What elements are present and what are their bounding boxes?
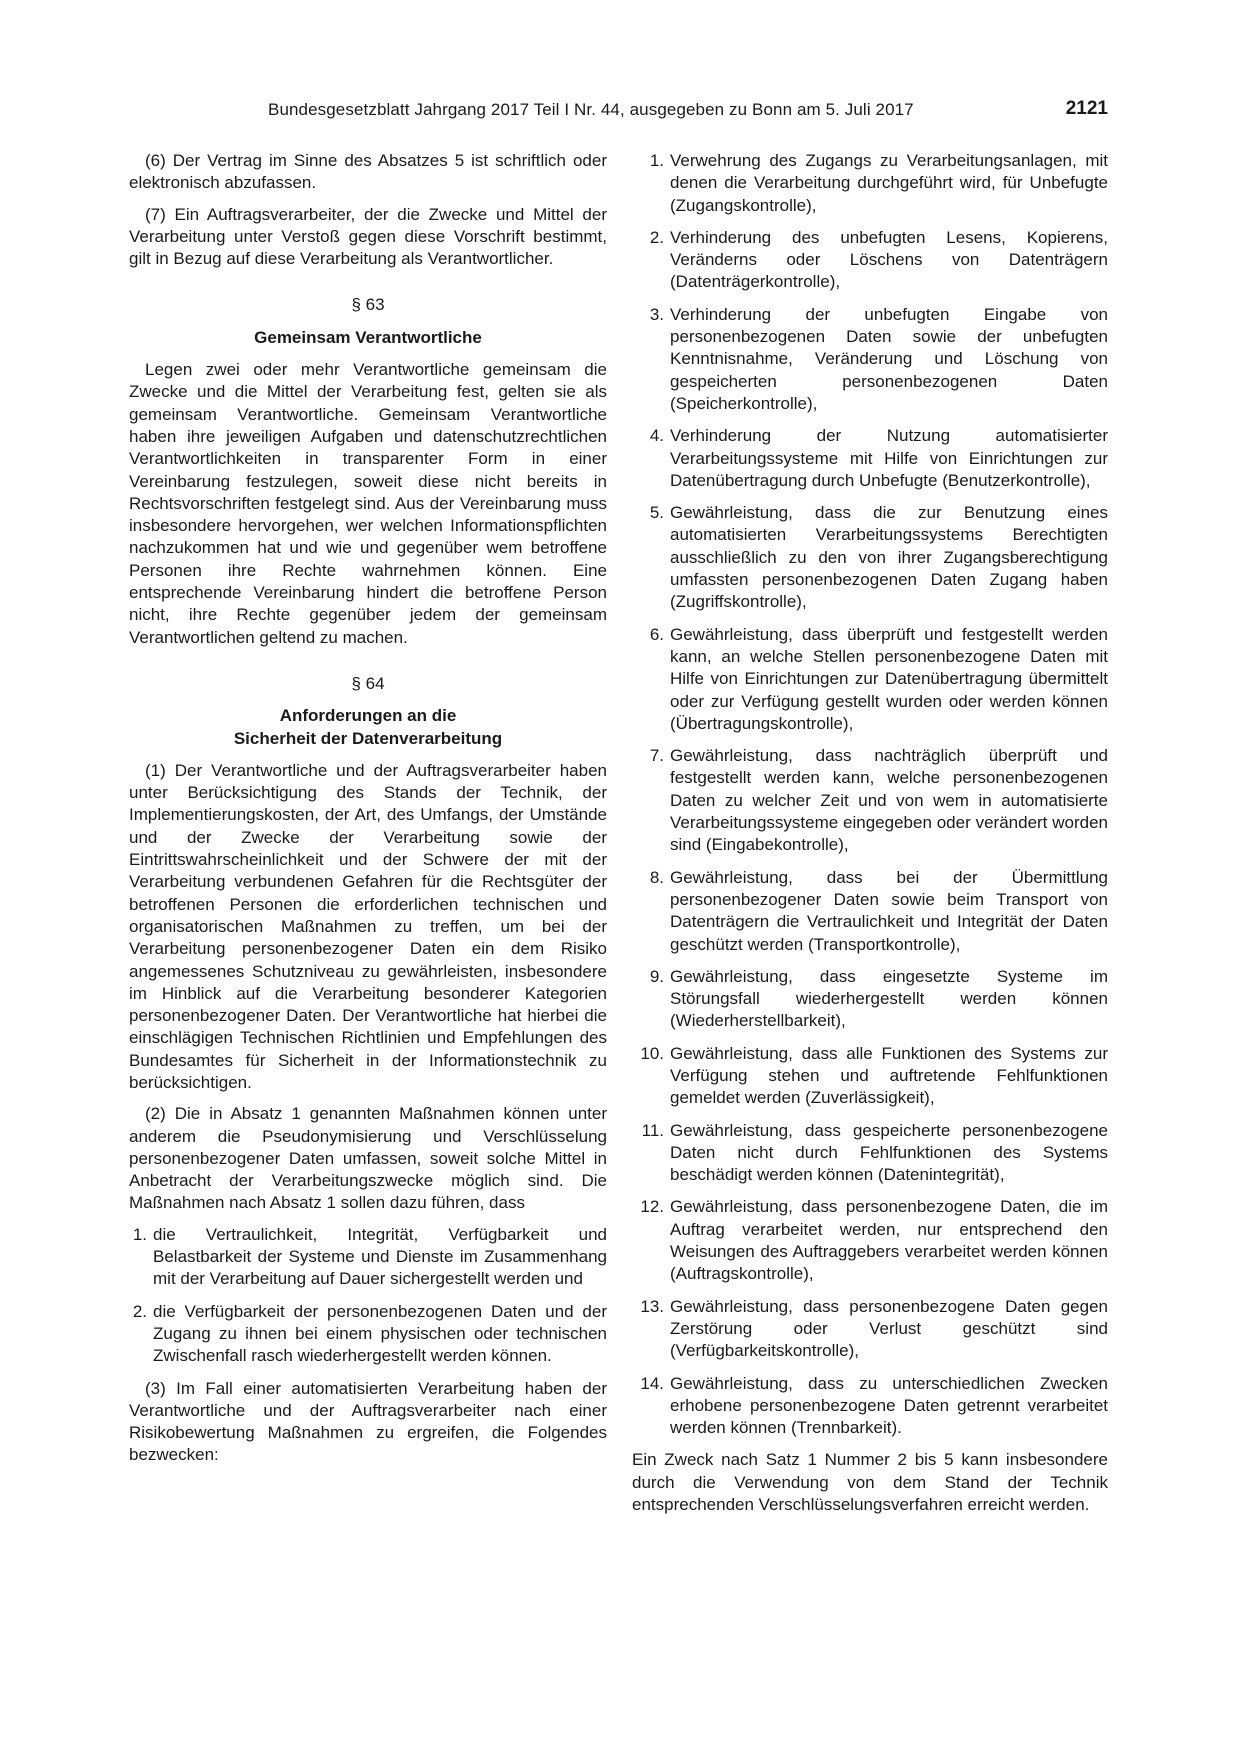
list-item-number: 7. (649, 746, 664, 766)
list-item (632, 1296, 1108, 1363)
list-item (632, 1120, 1108, 1187)
paragraph-6: (6) Der Vertrag im Sinne des Absatzes 5 ist schriftlich oder elektronisch abzufassen. (129, 151, 607, 193)
list-item-text: Verhinderung der unbefugten Eingabe von personenbezogenen Daten sowie der unbefugten Kenntnisnahme, Veränderung und Löschung von gespeicherten personenbezogenen Daten (Speicherkontrolle), (670, 304, 1108, 413)
list-item (632, 425, 1108, 492)
list-item-text: Gewährleistung, dass zu unterschiedlichen Zwecken erhobene personenbezogene Daten getrennt verarbeitet werden können (Trennbarkeit). (670, 1373, 1108, 1438)
list-item (129, 1301, 607, 1368)
section-63-number: § 63 (351, 295, 385, 315)
list-item-text: Gewährleistung, dass nachträglich überprüft und festgestellt werden kann, welche personenbezogenen Daten zu welcher Zeit und von wem in automatisierte Verarbeitungssysteme eingegeben oder verändert worden sind (Eingabekontrolle), (670, 746, 1108, 855)
list-item (129, 1224, 607, 1291)
list-item-text: Gewährleistung, dass alle Funktionen des Systems zur Verfügung stehen und auftretende Fehlfunktionen gemeldet werden (Zuverlässigkeit), (670, 1043, 1108, 1108)
list-item (632, 304, 1108, 415)
list-item-text: Verhinderung des unbefugten Lesens, Kopierens, Veränderns oder Löschens von Datenträgern (Datenträgerkontrolle), (670, 227, 1108, 292)
list-item-number: 3. (649, 304, 664, 324)
list-item-text: Gewährleistung, dass die zur Benutzung eines automatisierten Verarbeitungssystems Berechtigten ausschließlich zu den von ihrer Zugangsberechtigung umfassten personenbezogenen Daten Zugang haben (Zugriffskontrolle), (670, 503, 1108, 612)
list-item-number: 6. (649, 624, 664, 644)
list-item-text: die Vertraulichkeit, Integrität, Verfügbarkeit und Belastbarkeit der Systeme und Dienste im Zusammenhang mit der Verarbeitung auf Dauer sichergestellt werden und (153, 1224, 607, 1289)
header-text: Bundesgesetzblatt Jahrgang 2017 Teil I Nr. 44, ausgegeben zu Bonn am 5. Juli 2017 (268, 100, 914, 119)
list-item (632, 1373, 1108, 1440)
list-item (632, 1196, 1108, 1285)
list-item-number: 12. (640, 1197, 664, 1217)
section-64-number: § 64 (351, 673, 385, 693)
list-item (632, 624, 1108, 735)
list-item-text: Gewährleistung, dass eingesetzte Systeme im Störungsfall wiederhergestellt werden können (Wiederherstellbarkeit), (670, 966, 1108, 1031)
section-64-title (129, 705, 607, 750)
section-63-text: Legen zwei oder mehr Verantwortliche gemeinsam die Zwecke und die Mittel der Verarbeitung fest, gelten sie als gemeinsam Verantwortliche. Gemeinsam Verantwortliche haben ihre jeweiligen Aufgaben und datenschutzrechtlichen Verantwortlichkeiten in transparenter Form in einer Vereinbarung festzulegen, soweit diese nicht bereits in Rechtsvorschriften festgelegt sind. Aus der Vereinbarung muss insbesondere hervorgehen, wer welchen Informationspflichten nachzukommen hat und wie und gegenüber wem betroffene Personen ihre Rechte wahrnehmen können. Eine entsprechende Vereinbarung hindert die betroffene Person nicht, ihre Rechte gegenüber jedem der gemeinsam Verantwortlichen geltend zu machen. (129, 360, 607, 647)
list-item (632, 502, 1108, 613)
page-number: 2121 (1065, 98, 1108, 119)
list-item-number: 8. (649, 867, 664, 887)
list-item-number: 4. (649, 426, 664, 446)
section-64-title-line-1: Anforderungen an die (279, 706, 457, 726)
section-64-paragraph-2: (2) Die in Absatz 1 genannten Maßnahmen können unter anderem die Pseudonymisierung und Verschlüsselung personenbezogener Daten umfassen, soweit solche Mittel in Anbetracht der Verarbeitungszwecke möglich sind. Die Maßnahmen nach Absatz 1 sollen dazu führen, dass (129, 1104, 607, 1213)
list-item-number: 13. (640, 1296, 664, 1316)
closing-paragraph: Ein Zweck nach Satz 1 Nummer 2 bis 5 kann insbesondere durch die Verwendung von dem Stand der Technik entsprechenden Verschlüsselungsverfahren erreicht werden. (632, 1450, 1108, 1515)
list-item-text: Gewährleistung, dass überprüft und festgestellt werden kann, an welche Stellen personenbezogene Daten mit Hilfe von Einrichtungen zur Datenübertragung übermittelt oder zur Verfügung gestellt wurden oder werden können (Übertragungskontrolle), (670, 624, 1108, 733)
section-63-title: Gemeinsam Verantwortliche (254, 327, 482, 347)
list-item-number: 2. (132, 1301, 147, 1321)
section-64-paragraph-1: (1) Der Verantwortliche und der Auftragsverarbeiter haben unter Berücksichtigung des Stands der Technik, der Implementierungskosten, der Art, des Umfangs, der Umstände und der Zwecke der Verarbeitung sowie der Eintrittswahrscheinlichkeit und der Schwere der mit der Verarbeitung verbundenen Gefahren für die Rechtsgüter der betroffenen Personen die erforderlichen technischen und organisatorischen Maßnahmen zu treffen, um bei der Verarbeitung personenbezogener Daten ein dem Risiko angemessenes Schutzniveau zu gewährleisten, insbesondere im Hinblick auf die Verarbeitung besonderer Kategorien personenbezogener Daten. Der Verantwortliche hat hierbei die einschlägigen Technischen Richtlinien und Empfehlungen des Bundesamtes für Sicherheit in der Informationstechnik zu berücksichtigen. (129, 760, 607, 1092)
list-item-number: 11. (641, 1120, 664, 1140)
list-item (632, 745, 1108, 856)
list-item (632, 966, 1108, 1033)
section-64-title-line-2: Sicherheit der Datenverarbeitung (233, 728, 503, 748)
list-item (632, 867, 1108, 956)
list-item-number: 14. (640, 1373, 664, 1393)
section-64-paragraph-3: (3) Im Fall einer automatisierten Verarbeitung haben der Verantwortliche und der Auftragsverarbeiter nach einer Risikobewertung Maßnahmen zu ergreifen, die Folgendes bezwecken: (129, 1378, 607, 1465)
list-item-number: 1. (132, 1224, 147, 1244)
list-item-text: Gewährleistung, dass personenbezogene Daten gegen Zerstörung oder Verlust geschützt sind (Verfügbarkeitskontrolle), (670, 1296, 1108, 1361)
list-item-text: Gewährleistung, dass gespeicherte personenbezogene Daten nicht durch Fehlfunktionen des Systems beschädigt werden können (Datenintegrität), (670, 1120, 1108, 1185)
right-column (632, 150, 1108, 1525)
list-item-number: 2. (649, 227, 664, 247)
list-item-text: Gewährleistung, dass personenbezogene Daten, die im Auftrag verarbeitet werden, nur entsprechend den Weisungen des Auftraggebers verarbeitet werden können (Auftragskontrolle), (670, 1197, 1108, 1284)
list-item (632, 227, 1108, 294)
list-item (632, 150, 1108, 217)
list-item-text: Gewährleistung, dass bei der Übermittlung personenbezogener Daten sowie beim Transport von Datenträgern die Vertraulichkeit und Integrität der Daten geschützt werden (Transportkontrolle), (670, 867, 1108, 954)
paragraph-7: (7) Ein Auftragsverarbeiter, der die Zwecke und Mittel der Verarbeitung unter Verstoß gegen diese Vorschrift bestimmt, gilt in Bezug auf diese Verarbeitung als Verantwortlicher. (129, 204, 607, 269)
list-item-number: 9. (649, 966, 664, 986)
list-item-number: 5. (649, 503, 664, 523)
list-item-text: die Verfügbarkeit der personenbezogenen Daten und der Zugang zu ihnen bei einem physischen oder technischen Zwischenfall rasch wiederhergestellt werden können. (153, 1301, 607, 1366)
list-item-text: Verwehrung des Zugangs zu Verarbeitungsanlagen, mit denen die Verarbeitung durchgeführt wird, für Unbefugte (Zugangskontrolle), (670, 151, 1108, 215)
list-item (632, 1043, 1108, 1110)
list-item-number: 1. (649, 151, 664, 170)
page-header (268, 100, 1108, 124)
left-column (129, 150, 607, 1476)
list-item-number: 10. (640, 1043, 664, 1063)
list-item-text: Verhinderung der Nutzung automatisierter Verarbeitungssysteme mit Hilfe von Einrichtungen zur Datenübertragung durch Unbefugte (Benutzerkontrolle), (670, 426, 1108, 490)
